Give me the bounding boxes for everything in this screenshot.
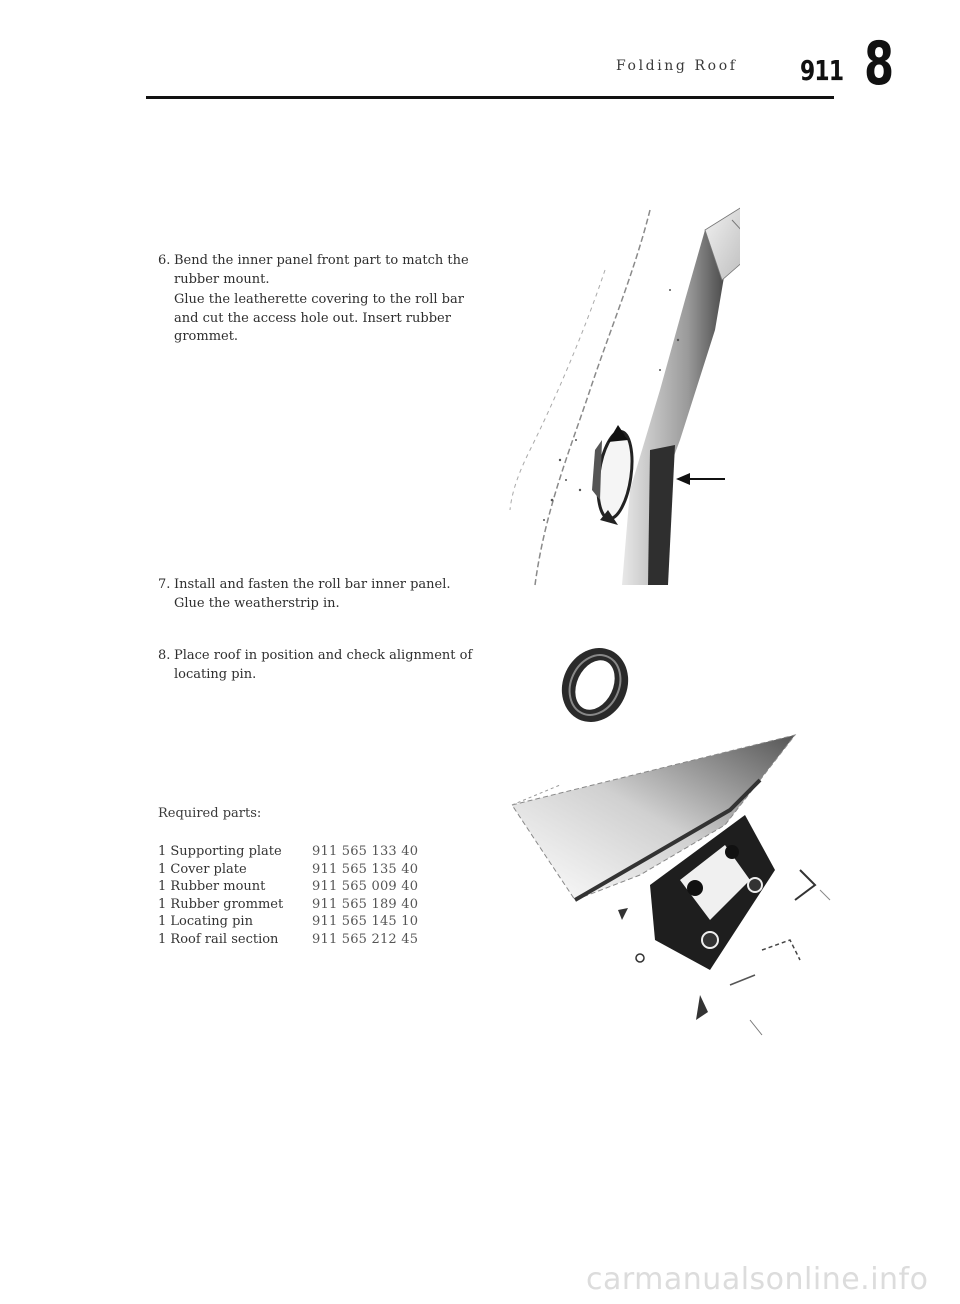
rubber-mount-parts-photo-icon bbox=[500, 640, 850, 1070]
part-number: 911 565 189 40 bbox=[312, 896, 419, 912]
step-6 bbox=[158, 252, 474, 347]
step-number: 7. bbox=[158, 577, 171, 592]
part-number: 911 565 133 40 bbox=[312, 844, 419, 859]
step-number: 6. bbox=[158, 253, 171, 268]
parts-row bbox=[158, 878, 418, 896]
part-description: 1 Roof rail section bbox=[158, 931, 279, 947]
part-description: 1 Locating pin bbox=[158, 914, 253, 930]
section-title: Folding Roof bbox=[616, 58, 738, 74]
part-number: 911 565 145 10 bbox=[312, 914, 419, 930]
model-number: 911 bbox=[800, 54, 844, 87]
step-number: 8. bbox=[158, 648, 171, 663]
required-parts-list bbox=[158, 843, 418, 949]
part-number: 911 565 135 40 bbox=[312, 861, 419, 877]
step-text: Install and fasten the roll bar inner panel. bbox=[174, 577, 451, 592]
step-text: Glue the leatherette covering to the roll bar and cut the access hole out. Insert rubber grommet. bbox=[174, 292, 464, 344]
part-description: 1 Rubber grommet bbox=[158, 896, 284, 912]
step-text: Glue the weatherstrip in. bbox=[174, 595, 340, 611]
parts-row bbox=[158, 931, 418, 949]
parts-row bbox=[158, 896, 418, 914]
chapter-number: 8 bbox=[864, 29, 895, 99]
parts-row bbox=[158, 913, 418, 931]
required-parts-label: Required parts: bbox=[158, 806, 262, 821]
header-rule bbox=[146, 96, 834, 99]
part-description: 1 Cover plate bbox=[158, 861, 247, 877]
roll-bar-photo-icon bbox=[500, 190, 740, 590]
step-text: Bend the inner panel front part to match the rubber mount. bbox=[174, 253, 469, 287]
parts-row bbox=[158, 843, 418, 861]
part-description: 1 Rubber mount bbox=[158, 879, 266, 895]
step-8 bbox=[158, 647, 474, 684]
part-number: 911 565 009 40 bbox=[312, 879, 419, 895]
step-7 bbox=[158, 576, 474, 613]
part-number: 911 565 212 45 bbox=[312, 931, 419, 947]
parts-row bbox=[158, 861, 418, 879]
step-text: Place roof in position and check alignment of locating pin. bbox=[174, 648, 473, 682]
part-description: 1 Supporting plate bbox=[158, 844, 282, 859]
watermark: carmanualsonline.info bbox=[586, 1262, 929, 1297]
